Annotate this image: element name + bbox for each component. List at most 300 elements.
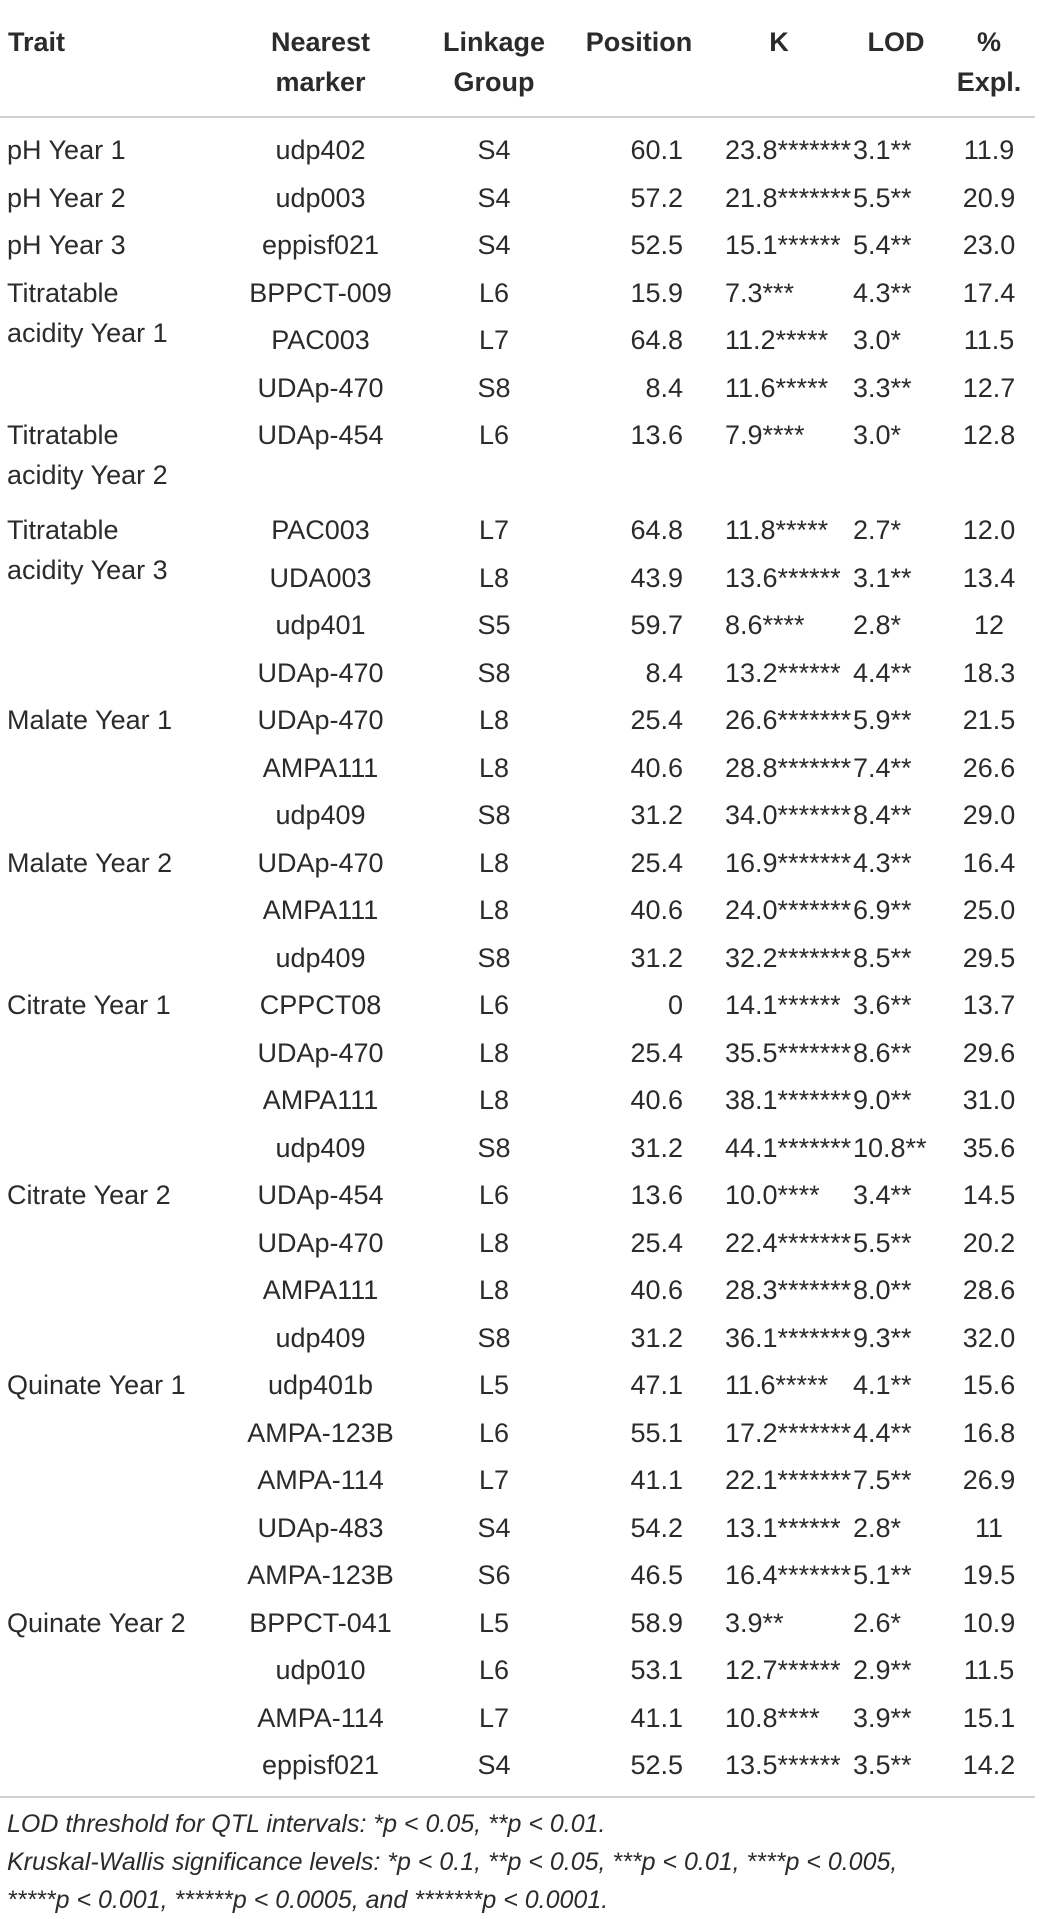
cell-k: 26.6******* [725, 705, 852, 735]
cell-trait [0, 1318, 222, 1366]
cell-position: 55.1 [630, 1417, 683, 1448]
cell-trait [0, 178, 222, 226]
cell-trait [0, 558, 222, 606]
cell-lod: 3.1** [853, 562, 912, 593]
cell-lod: 9.0** [853, 1085, 912, 1115]
table-row [0, 225, 1035, 273]
cell-lod: 2.7* [853, 515, 902, 545]
cell-linkage-group: L8 [478, 1227, 510, 1258]
cell-nearest-marker: udp409 [275, 800, 366, 830]
cell-linkage-group: L6 [478, 277, 510, 308]
cell-trait [0, 1365, 222, 1413]
cell-k: 35.5******* [725, 1037, 852, 1068]
cell-pct-explained: 28.6 [962, 1275, 1016, 1305]
cell-lod: 3.1** [853, 135, 912, 165]
cell-pct-explained: 11.5 [963, 325, 1015, 355]
table-row [0, 1175, 1035, 1223]
cell-linkage-group: L8 [478, 1037, 510, 1068]
cell-lod: 5.5** [853, 1227, 912, 1258]
cell-position: 64.8 [630, 325, 683, 355]
table-footnotes [7, 1805, 1037, 1919]
cell-nearest-marker: udp409 [275, 942, 366, 973]
cell-linkage-group: S4 [477, 230, 511, 260]
cell-nearest-marker: BPPCT-041 [249, 1607, 392, 1638]
cell-lod: 3.0* [853, 420, 902, 450]
cell-trait [0, 1555, 222, 1603]
cell-position: 25.4 [630, 847, 683, 878]
cell-nearest-marker: UDA003 [269, 562, 372, 593]
cell-linkage-group: S4 [477, 182, 511, 213]
cell-lod: 5.9** [853, 705, 912, 735]
cell-trait [0, 463, 222, 511]
header-row [0, 10, 1035, 117]
table-row [0, 1460, 1035, 1508]
cell-linkage-group: S4 [477, 1512, 511, 1543]
cell-pct-explained: 29.5 [962, 942, 1016, 973]
cell-position: 40.6 [630, 752, 683, 783]
cell-nearest-marker: CPPCT08 [259, 990, 382, 1020]
trait-label: Citrate Year 2 [7, 1180, 171, 1210]
cell-pct-explained [943, 463, 1035, 511]
cell-nearest-marker: udp401b [267, 1370, 374, 1400]
cell-trait [0, 938, 222, 986]
cell-lod [849, 463, 943, 511]
cell-k: 44.1******* [725, 1132, 852, 1163]
cell-pct-explained: 11 [974, 1512, 1004, 1543]
cell-k: 7.9**** [725, 420, 805, 450]
cell-nearest-marker: AMPA-114 [257, 1702, 384, 1733]
trait-label: pH Year 3 [7, 230, 126, 260]
cell-k: 13.6****** [725, 562, 841, 593]
cell-pct-explained: 20.2 [962, 1227, 1016, 1258]
table-row [0, 1650, 1035, 1698]
cell-pct-explained: 25.0 [962, 895, 1016, 925]
cell-pct-explained: 13.7 [962, 990, 1016, 1020]
cell-nearest-marker: PAC003 [271, 515, 370, 545]
cell-linkage-group: S6 [477, 1560, 511, 1590]
cell-position: 15.9 [630, 277, 683, 308]
cell-position: 43.9 [630, 562, 683, 593]
cell-trait [0, 1080, 222, 1128]
cell-linkage-group: L7 [478, 325, 510, 355]
table-row [0, 368, 1035, 416]
cell-position: 31.2 [630, 942, 683, 973]
cell-trait [0, 795, 222, 843]
cell-k: 16.4******* [725, 1560, 852, 1590]
table-row [0, 1603, 1035, 1651]
cell-linkage-group: L7 [478, 1702, 510, 1733]
table-row [0, 1413, 1035, 1461]
cell-pct-explained: 26.9 [962, 1465, 1016, 1495]
trait-label: pH Year 2 [7, 182, 126, 213]
cell-nearest-marker: UDAp-470 [257, 372, 384, 403]
cell-k: 10.8**** [725, 1702, 820, 1733]
cell-position: 41.1 [630, 1465, 683, 1495]
cell-position: 40.6 [630, 1275, 683, 1305]
cell-lod: 4.1** [853, 1370, 912, 1400]
cell-linkage-group: S8 [477, 1322, 511, 1353]
cell-pct-explained: 11.9 [963, 135, 1015, 165]
cell-pct-explained: 21.5 [962, 705, 1016, 735]
cell-k: 23.8******* [725, 135, 852, 165]
cell-lod: 4.3** [853, 277, 912, 308]
qtl-results-table [0, 10, 1035, 1793]
table-row [0, 415, 1035, 463]
cell-lod: 3.5** [853, 1750, 912, 1780]
cell-lod: 8.5** [853, 942, 912, 973]
cell-k: 7.3*** [725, 277, 795, 308]
cell-linkage-group: S4 [477, 1750, 511, 1780]
cell-trait [0, 510, 222, 585]
cell-lod: 10.8** [853, 1132, 927, 1163]
cell-linkage-group: S8 [477, 372, 511, 403]
cell-pct-explained: 26.6 [962, 752, 1016, 783]
table-row [0, 1508, 1035, 1556]
table-row [0, 1080, 1035, 1128]
cell-nearest-marker: eppisf021 [261, 230, 380, 260]
cell-position: 58.9 [630, 1607, 683, 1638]
trait-label: pH Year 1 [7, 135, 126, 165]
cell-linkage-group: L7 [478, 1465, 510, 1495]
table-row [0, 700, 1035, 748]
table-row [0, 795, 1035, 843]
cell-pct-explained: 17.4 [962, 277, 1016, 308]
table-bottom-rule [0, 1796, 1035, 1798]
cell-lod: 8.6** [853, 1037, 912, 1068]
cell-pct-explained: 18.3 [962, 657, 1016, 688]
cell-nearest-marker: UDAp-470 [257, 847, 384, 878]
cell-position: 64.8 [630, 515, 683, 545]
cell-trait [0, 1223, 222, 1271]
footnote-lod-threshold: LOD threshold for QTL intervals: *p < 0.05, **p < 0.01. [7, 1810, 606, 1838]
cell-linkage-group: S8 [477, 1132, 511, 1163]
cell-trait [0, 985, 222, 1033]
cell-position [569, 463, 709, 511]
cell-pct-explained: 32.0 [962, 1322, 1016, 1353]
cell-k: 32.2******* [725, 942, 852, 973]
table-row [0, 1698, 1035, 1746]
cell-k: 38.1******* [725, 1085, 852, 1115]
cell-linkage-group: L6 [478, 990, 510, 1020]
cell-trait [0, 1413, 222, 1461]
cell-nearest-marker: UDAp-454 [257, 420, 384, 450]
cell-nearest-marker: PAC003 [271, 325, 370, 355]
cell-linkage-group: S8 [477, 942, 511, 973]
cell-k: 11.8***** [725, 515, 829, 545]
cell-linkage-group: L6 [478, 1655, 510, 1685]
cell-trait [0, 700, 222, 748]
cell-pct-explained: 12.7 [962, 372, 1016, 403]
cell-trait [0, 1460, 222, 1508]
cell-k: 13.5****** [725, 1750, 841, 1780]
cell-trait [0, 1175, 222, 1223]
table-row [0, 1365, 1035, 1413]
cell-nearest-marker: UDAp-470 [257, 1227, 384, 1258]
cell-linkage-group [419, 463, 569, 511]
cell-nearest-marker: udp409 [275, 1132, 366, 1163]
cell-trait [0, 117, 222, 178]
table-row [0, 1033, 1035, 1081]
trait-label: Malate Year 2 [7, 847, 173, 878]
cell-nearest-marker: UDAp-454 [257, 1180, 384, 1210]
cell-linkage-group: L8 [478, 752, 510, 783]
header-linkage-group: Linkage Group [442, 27, 546, 97]
cell-nearest-marker: AMPA111 [262, 752, 379, 783]
cell-k: 36.1******* [725, 1322, 852, 1353]
cell-lod: 5.1** [853, 1560, 912, 1590]
cell-position: 40.6 [630, 895, 683, 925]
table-row [0, 117, 1035, 178]
table-row [0, 1270, 1035, 1318]
footnote-kw-levels-line1: Kruskal-Wallis significance levels: *p < 0.1, **p < 0.05, ***p < 0.01, ****p < 0.005, [7, 1848, 898, 1876]
cell-lod: 4.4** [853, 657, 912, 688]
header-lod: LOD [867, 27, 925, 57]
cell-position: 31.2 [630, 800, 683, 830]
cell-lod: 7.5** [853, 1465, 912, 1495]
cell-pct-explained: 29.6 [962, 1037, 1016, 1068]
cell-linkage-group: L6 [478, 420, 510, 450]
cell-linkage-group: L8 [478, 705, 510, 735]
cell-linkage-group: L8 [478, 1085, 510, 1115]
cell-k: 22.4******* [725, 1227, 852, 1258]
table-row [0, 890, 1035, 938]
cell-k [709, 463, 849, 511]
cell-trait [0, 1270, 222, 1318]
cell-position: 54.2 [630, 1512, 683, 1543]
cell-position: 52.5 [630, 1750, 683, 1780]
header-nearest-marker: Nearest marker [270, 27, 371, 97]
cell-k: 21.8******* [725, 182, 852, 213]
cell-pct-explained: 12 [973, 610, 1005, 640]
cell-position: 59.7 [630, 610, 683, 640]
footnote-kw-levels-line2: *****p < 0.001, ******p < 0.0005, and *******p < 0.0001. [7, 1886, 609, 1914]
trait-label: Titratable acidity Year 3 [7, 515, 168, 585]
cell-position: 13.6 [630, 420, 683, 450]
cell-nearest-marker: UDAp-470 [257, 1037, 384, 1068]
cell-position: 53.1 [630, 1655, 683, 1685]
cell-position: 57.2 [630, 182, 683, 213]
trait-label: Citrate Year 1 [7, 990, 171, 1020]
cell-k: 17.2******* [725, 1417, 852, 1448]
cell-linkage-group: L8 [478, 895, 510, 925]
cell-pct-explained: 12.0 [962, 515, 1016, 545]
table-row [0, 1745, 1035, 1793]
table-row [0, 653, 1035, 701]
table-row [0, 1223, 1035, 1271]
table-row [0, 605, 1035, 653]
table-body [0, 117, 1035, 1793]
cell-nearest-marker: UDAp-470 [257, 705, 384, 735]
cell-trait [0, 273, 222, 348]
table-row [0, 985, 1035, 1033]
cell-pct-explained: 14.2 [962, 1750, 1016, 1780]
cell-pct-explained: 23.0 [962, 230, 1016, 260]
cell-linkage-group: L8 [478, 1275, 510, 1305]
cell-nearest-marker: AMPA111 [262, 895, 379, 925]
cell-position: 31.2 [630, 1132, 683, 1163]
cell-trait [0, 843, 222, 891]
cell-nearest-marker: udp401 [275, 610, 366, 640]
cell-position: 47.1 [630, 1370, 683, 1400]
cell-lod: 3.9** [853, 1702, 912, 1733]
cell-position: 46.5 [630, 1560, 683, 1590]
cell-pct-explained: 16.8 [962, 1417, 1016, 1448]
cell-lod: 2.8* [853, 610, 902, 640]
cell-nearest-marker: BPPCT-009 [249, 277, 392, 308]
cell-trait [0, 1128, 222, 1176]
cell-trait [0, 1033, 222, 1081]
cell-k: 28.8******* [725, 752, 852, 783]
table-row [0, 938, 1035, 986]
cell-lod: 8.4** [853, 800, 912, 830]
cell-trait [0, 1603, 222, 1651]
table-row [0, 178, 1035, 226]
cell-pct-explained: 11.5 [963, 1655, 1015, 1685]
cell-nearest-marker: udp003 [275, 182, 366, 213]
cell-nearest-marker: AMPA-123B [247, 1560, 394, 1590]
cell-lod: 2.8* [853, 1512, 902, 1543]
cell-linkage-group: L8 [478, 847, 510, 878]
cell-trait [0, 225, 222, 273]
table-row [0, 748, 1035, 796]
trait-label: Titratable acidity Year 2 [7, 420, 168, 490]
table-row [0, 558, 1035, 606]
cell-k: 13.1****** [725, 1512, 841, 1543]
table-row [0, 843, 1035, 891]
cell-pct-explained: 35.6 [962, 1132, 1016, 1163]
cell-nearest-marker: udp409 [275, 1322, 366, 1353]
cell-lod: 2.6* [853, 1607, 902, 1638]
header-k: K [769, 27, 789, 57]
cell-linkage-group: S8 [477, 800, 511, 830]
table-row [0, 273, 1035, 321]
cell-position: 40.6 [630, 1085, 683, 1115]
cell-nearest-marker: AMPA-123B [247, 1417, 394, 1448]
cell-lod: 3.4** [853, 1180, 912, 1210]
cell-nearest-marker: UDAp-483 [257, 1512, 384, 1543]
cell-lod: 4.4** [853, 1417, 912, 1448]
header-pct-explained: % Expl. [956, 27, 1022, 97]
cell-lod: 3.0* [853, 325, 902, 355]
cell-k: 11.6***** [725, 372, 829, 403]
cell-lod: 5.5** [853, 182, 912, 213]
trait-label: Malate Year 1 [7, 705, 173, 735]
table-row [0, 463, 1035, 511]
cell-position: 13.6 [630, 1180, 683, 1210]
cell-nearest-marker: udp010 [275, 1655, 366, 1685]
cell-position: 8.4 [645, 372, 683, 403]
cell-linkage-group: L8 [478, 562, 510, 593]
cell-k: 22.1******* [725, 1465, 852, 1495]
cell-k: 10.0**** [725, 1180, 820, 1210]
cell-position: 52.5 [630, 230, 683, 260]
cell-position: 0 [667, 990, 683, 1020]
cell-pct-explained: 31.0 [962, 1085, 1016, 1115]
cell-trait [0, 605, 222, 653]
table-row [0, 1128, 1035, 1176]
cell-trait [0, 1698, 222, 1746]
cell-k: 15.1****** [725, 230, 841, 260]
cell-k: 13.2****** [725, 657, 841, 688]
cell-lod: 5.4** [853, 230, 912, 260]
cell-pct-explained: 16.4 [962, 847, 1016, 878]
cell-linkage-group: S4 [477, 135, 511, 165]
cell-lod: 4.3** [853, 847, 912, 878]
cell-linkage-group: L7 [478, 515, 510, 545]
cell-k: 11.2***** [725, 325, 829, 355]
trait-label: Quinate Year 1 [7, 1370, 186, 1400]
cell-trait [0, 415, 222, 490]
cell-trait [0, 1508, 222, 1556]
cell-pct-explained: 12.8 [962, 420, 1016, 450]
cell-pct-explained: 13.4 [962, 562, 1016, 593]
cell-nearest-marker: udp402 [275, 135, 366, 165]
cell-linkage-group: L5 [478, 1370, 510, 1400]
cell-k: 14.1****** [725, 990, 841, 1020]
cell-linkage-group: L6 [478, 1180, 510, 1210]
cell-linkage-group: S5 [477, 610, 511, 640]
table-row [0, 510, 1035, 558]
table-row [0, 1555, 1035, 1603]
cell-nearest-marker: UDAp-470 [257, 657, 384, 688]
table-row [0, 1318, 1035, 1366]
cell-linkage-group: L5 [478, 1607, 510, 1638]
cell-trait [0, 368, 222, 416]
cell-trait [0, 748, 222, 796]
cell-trait [0, 1650, 222, 1698]
cell-pct-explained: 15.6 [962, 1370, 1016, 1400]
cell-trait [0, 1745, 222, 1793]
cell-k: 16.9******* [725, 847, 852, 878]
table-header [0, 10, 1035, 117]
cell-pct-explained: 20.9 [962, 182, 1016, 213]
cell-nearest-marker: AMPA-114 [257, 1465, 384, 1495]
cell-trait [0, 320, 222, 368]
cell-k: 12.7****** [725, 1655, 841, 1685]
header-trait: Trait [8, 27, 66, 57]
cell-lod: 3.3** [853, 372, 912, 403]
cell-lod: 9.3** [853, 1322, 912, 1353]
trait-label: Quinate Year 2 [7, 1607, 186, 1638]
cell-position: 25.4 [630, 1037, 683, 1068]
cell-nearest-marker: AMPA111 [262, 1275, 379, 1305]
cell-k: 24.0******* [725, 895, 852, 925]
cell-position: 8.4 [645, 657, 683, 688]
cell-k: 11.6***** [725, 1370, 829, 1400]
cell-trait [0, 653, 222, 701]
trait-label: Titratable acidity Year 1 [7, 277, 168, 348]
cell-nearest-marker: AMPA111 [262, 1085, 379, 1115]
cell-pct-explained: 29.0 [962, 800, 1016, 830]
cell-k: 3.9** [725, 1607, 784, 1638]
cell-lod: 6.9** [853, 895, 912, 925]
cell-lod: 8.0** [853, 1275, 912, 1305]
table-row [0, 320, 1035, 368]
header-position: Position [585, 27, 693, 57]
cell-linkage-group: L6 [478, 1417, 510, 1448]
cell-trait [0, 890, 222, 938]
cell-lod: 2.9** [853, 1655, 912, 1685]
cell-linkage-group: S8 [477, 657, 511, 688]
cell-k: 34.0******* [725, 800, 852, 830]
cell-position: 31.2 [630, 1322, 683, 1353]
cell-nearest-marker [222, 463, 419, 511]
cell-position: 25.4 [630, 1227, 683, 1258]
cell-nearest-marker: eppisf021 [261, 1750, 380, 1780]
cell-k: 28.3******* [725, 1275, 852, 1305]
cell-position: 41.1 [630, 1702, 683, 1733]
cell-lod: 3.6** [853, 990, 912, 1020]
